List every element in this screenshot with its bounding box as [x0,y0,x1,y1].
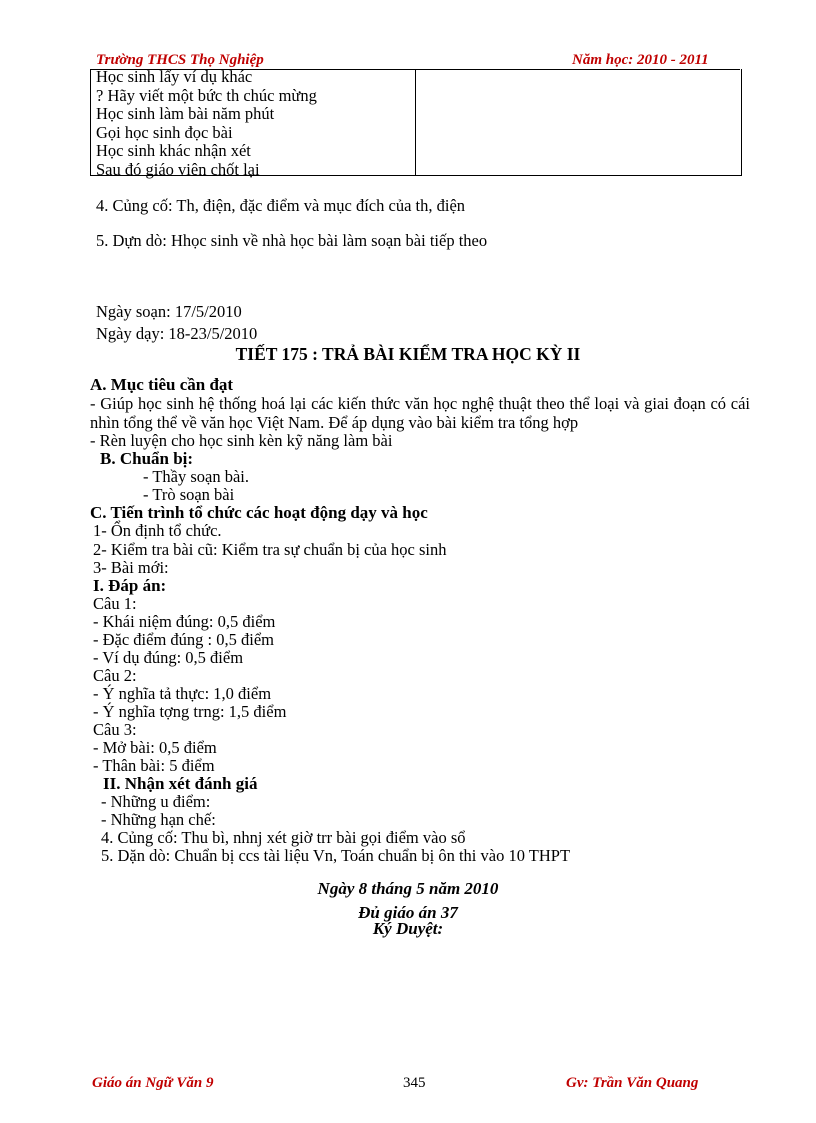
answer-item: - Khái niệm đúng: 0,5 điểm [93,612,276,631]
question-label: Câu 2: [93,666,137,685]
signature-approved: Đủ giáo án 37 [358,903,458,922]
section-b-item: - Thầy soạn bài. [143,467,250,486]
table-line: ? Hãy viết một bức th chúc mừng [96,85,317,105]
table-line: Gọi học sinh đọc bài [96,122,233,142]
answer-item: - Ví dụ đúng: 0,5 điểm [93,648,244,667]
review-item: 5. Dặn dò: Chuẩn bị ccs tài liệu Vn, Toán chuẩn bị ôn thi vào 10 THPT [101,846,571,865]
section-c-step: 2- Kiểm tra bài cũ: Kiểm tra sự chuẩn bị của học sinh [93,540,447,559]
answer-item: - Thân bài: 5 điểm [93,756,215,775]
lesson-title: TIẾT 175 : TRẢ BÀI KIỂM TRA HỌC KỲ II [235,344,581,364]
answer-item: - Đặc điểm đúng : 0,5 điểm [93,630,275,649]
answers-heading: I. Đáp án: [93,576,167,595]
table-line: Học sinh khác nhận xét [96,141,251,160]
review-item: 4. Củng cố: Thu bì, nhnj xét giờ trr bài gọi điểm vào sổ [101,828,466,847]
header-school-year: Năm học: 2010 - 2011 [572,52,709,68]
table-line: Sau đó giáo viên chốt lại [96,159,260,179]
section-c-step: 3- Bài mới: [93,558,169,577]
header-school: Trường THCS Thọ Nghiệp [96,52,264,68]
homework-line: 5. Dựn dò: Hhọc sinh về nhà học bài làm soạn bài tiếp theo [96,231,488,250]
section-c-heading: C. Tiến trình tổ chức các hoạt động dạy và học [90,503,428,522]
teach-date: Ngày dạy: 18-23/5/2010 [96,324,258,343]
question-label: Câu 3: [93,720,137,739]
section-c-step: 1- Ổn định tổ chức. [93,521,222,540]
section-a-paragraph: - Giúp học sinh hệ thống hoá lại các kiến thức văn học nghệ thuật theo thể loại và giai đoạn có cái nhìn tổng thể về văn học Việt Nam. Để áp dụng vào bài kiểm tra tổng hợp [90,394,750,432]
review-item: - Những u điểm: [101,792,211,811]
activity-table-divider [415,69,416,175]
footer-teacher: Gv: Trần Văn Quang [566,1075,699,1091]
answer-item: - Mở bài: 0,5 điểm [93,738,217,757]
question-label: Câu 1: [93,594,137,613]
answer-item: - Ý nghĩa tả thực: 1,0 điểm [93,684,272,703]
review-item: - Những hạn chế: [101,810,216,829]
page-number: 345 [403,1075,426,1091]
section-b-item: - Trò soạn bài [143,485,235,504]
answer-item: - Ý nghĩa tợng trng: 1,5 điểm [93,702,287,721]
review-heading: II. Nhận xét đánh giá [103,774,258,793]
footer-subject: Giáo án Ngữ Văn 9 [92,1075,214,1091]
section-a-line: - Rèn luyện cho học sinh kèn kỹ năng làm bài [90,431,393,450]
table-line: Học sinh lấy ví dụ khác [96,67,253,86]
section-a-heading: A. Mục tiêu cần đạt [90,375,234,394]
activity-table-cell [96,68,317,179]
consolidate-line: 4. Củng cố: Th, điện, đặc điểm và mục đích của th, điện [96,196,466,215]
signature-signed: Ký Duyệt: [372,919,444,938]
section-b-heading: B. Chuẩn bị: [100,449,194,468]
table-line: Học sinh làm bài năm phút [96,104,275,123]
prep-date: Ngày soạn: 17/5/2010 [96,302,242,321]
signature-date: Ngày 8 tháng 5 năm 2010 [317,879,499,898]
